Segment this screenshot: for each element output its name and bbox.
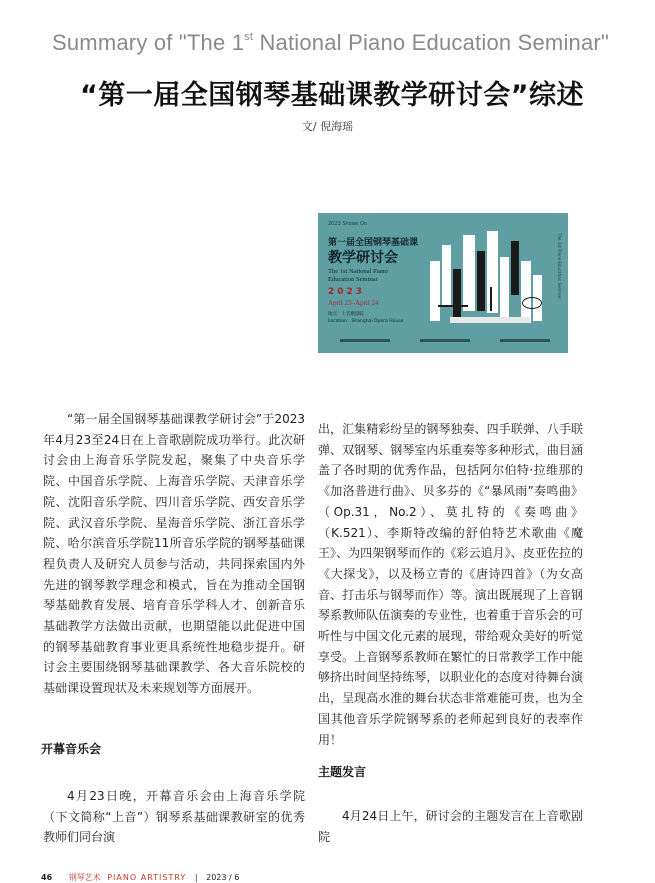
column-left-intro bbox=[43, 409, 305, 699]
poster-en-line2: Education Seminar bbox=[328, 276, 378, 283]
section-heading-opening-concert: 开幕音乐会 bbox=[41, 742, 102, 756]
section-heading-keynote: 主题发言 bbox=[318, 765, 367, 779]
poster-year: 2023 bbox=[328, 287, 366, 297]
poster-tagline: 2023 Shows On bbox=[328, 221, 368, 227]
concert-paragraph-continued: 出，汇集精彩纷呈的钢琴独奏、四手联弹、八手联弹、双钢琴、钢琴室内乐重奏等多种形式，曲目涵盖了各时期的优秀作品，包括阿尔伯特·拉维那的《加洛普进行曲》、贝多芬的《“暴风雨”奏鸣曲》（Op.31，No.2）、莫扎特的《奏鸣曲》（K.521）、李斯特改编的舒伯特艺术歌曲《魔王》、为四架钢琴而作的《彩云追月》、皮亚佐拉的《大探戈》，以及杨立青的《唐诗四首》（为女高音、打击乐与钢琴而作）等。演出既展现了上音钢琴系教师队伍演奏的专业性，也着重于音乐会的可听性与中国文化元素的展现，带给观众美好的听觉享受。上音钢琴系教师在繁忙的日常教学工作中能够挤出时间坚持练琴，以职业化的态度对待舞台演出，呈现高水准的舞台状态非常难能可贵，也为全国其他音乐学院钢琴系的老师起到良好的表率作用！ bbox=[318, 422, 583, 747]
column-left-concert bbox=[43, 786, 305, 848]
poster-side-text: The 1st Piano Education Seminar bbox=[557, 233, 562, 300]
poster-venue-en: Location：Shanghai Opera House bbox=[328, 319, 404, 324]
magazine-name-cn: 钢琴艺术 bbox=[68, 873, 101, 882]
page-number: 46 bbox=[41, 873, 53, 882]
footer-separator: | bbox=[194, 873, 198, 882]
poster-en-line1: The 1st National Piano bbox=[328, 268, 388, 275]
intro-paragraph: “第一届全国钢琴基础课教学研讨会”于2023年4月23至24日在上音歌剧院成功举行。此次研讨会由上海音乐学院发起，聚集了中央音乐学院、中国音乐学院、上海音乐学院、天津音乐学院、沈阳音乐学院、四川音乐学院、西安音乐学院、武汉音乐学院、星海音乐学院、浙江音乐学院、哈尔滨音乐学院11所音乐学院的钢琴基础课程负责人及研究人员参与活动，共同探索国内外先进的钢琴教学理念和模式，旨在为推动全国钢琴基础教育发展、培育音乐学科人才、创新音乐基础教学方法做出贡献，也期望能以此促进中国的钢琴基础教育事业更具系统性地稳步提升。研讨会主要围绕钢琴基础课教学、各大音乐院校的基础课设置现状及未来规划等方面展开。 bbox=[43, 412, 305, 696]
piano-keys-graphic bbox=[426, 231, 548, 327]
english-title: Summary of "The 1st National Piano Education Seminar" bbox=[52, 30, 609, 55]
seminar-poster-image bbox=[318, 213, 568, 353]
chinese-title: “第一届全国钢琴基础课教学研讨会”综述 bbox=[80, 80, 584, 111]
poster-cn-line2: 教学研讨会 bbox=[328, 250, 398, 266]
issue-number: 2023 / 6 bbox=[206, 873, 240, 882]
magazine-name-en: PIANO ARTISTRY bbox=[107, 873, 187, 882]
poster-date: April 23–April 24 bbox=[328, 299, 379, 307]
page-footer bbox=[41, 872, 239, 883]
column-right-concert bbox=[318, 419, 583, 750]
author-byline: 文/ 倪海瑶 bbox=[301, 120, 354, 133]
poster-footer-bar bbox=[340, 339, 550, 343]
concert-paragraph-start: 4月23日晚，开幕音乐会由上海音乐学院（下文简称“上音”）钢琴系基础课教研室的优秀教师们同台演 bbox=[43, 789, 305, 845]
poster-venue-cn: 地点：上音歌剧院 bbox=[328, 312, 364, 317]
poster-cn-line1: 第一届全国钢琴基础课 bbox=[328, 238, 419, 248]
keynote-paragraph-start: 4月24日上午，研讨会的主题发言在上音歌剧院 bbox=[318, 809, 583, 844]
column-right-keynote bbox=[318, 806, 583, 847]
